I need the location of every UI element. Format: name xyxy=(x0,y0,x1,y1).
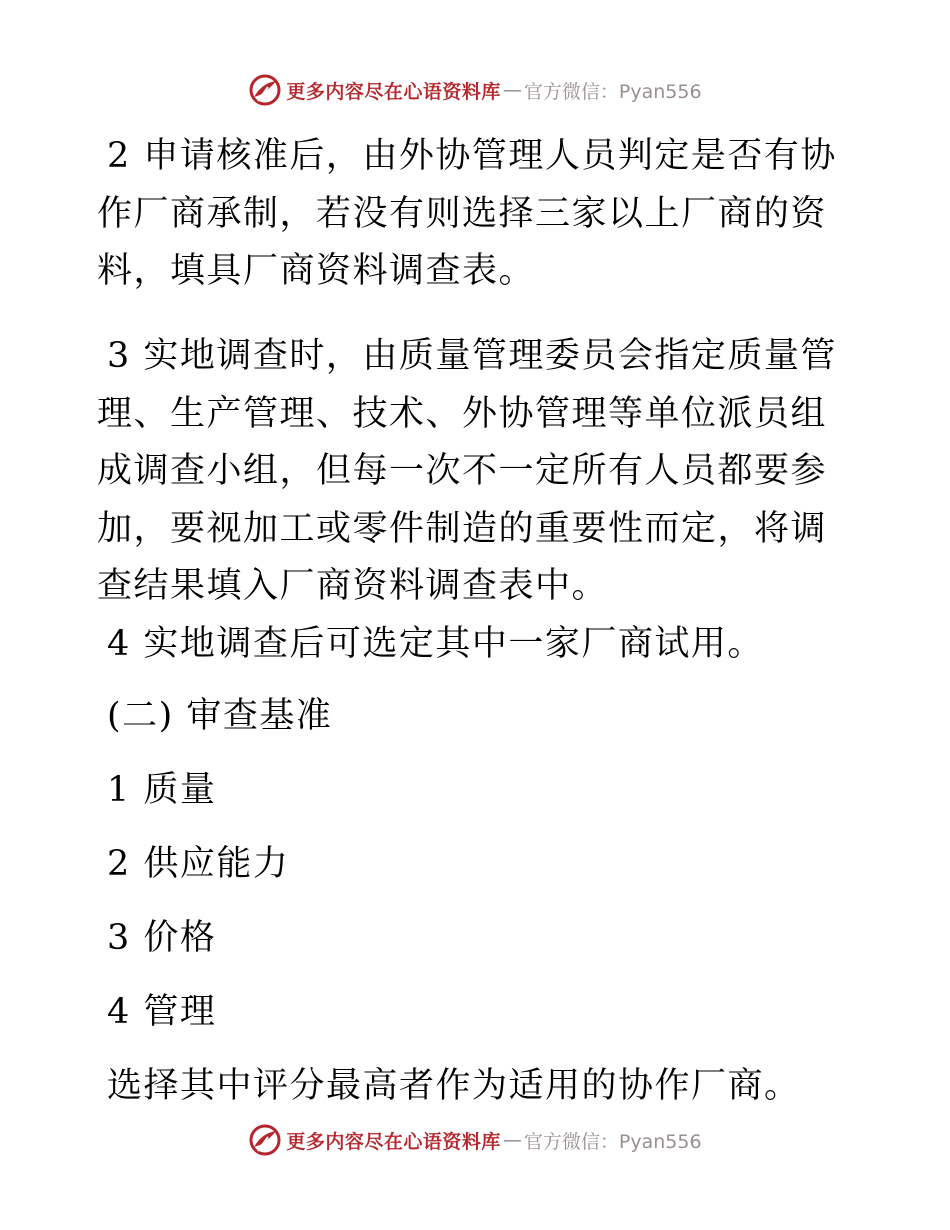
banner-title: 更多内容尽在心语资料库 xyxy=(286,1130,501,1153)
header-watermark-banner xyxy=(0,70,950,110)
banner-title: 更多内容尽在心语资料库 xyxy=(286,80,501,103)
paragraph: 选择其中评分最高者作为适用的协作厂商。 xyxy=(107,1066,801,1106)
footer-watermark-banner xyxy=(0,1120,950,1160)
banner-separator: — xyxy=(502,79,522,101)
list-item: 4 管理 xyxy=(107,992,217,1032)
banner-contact: 官方微信：Pyan556 xyxy=(523,1130,702,1153)
banner-separator: — xyxy=(502,1129,522,1151)
list-item: 3 价格 xyxy=(107,918,217,958)
pen-logo-icon xyxy=(248,1123,282,1157)
section-heading: (二) 审查基准 xyxy=(107,696,333,736)
list-item: 2 供应能力 xyxy=(107,844,290,884)
list-item: 1 质量 xyxy=(107,770,217,810)
paragraph: 4 实地调查后可选定其中一家厂商试用。 xyxy=(107,624,764,664)
banner-contact: 官方微信：Pyan556 xyxy=(523,80,702,103)
paragraph: 3 实地调查时，由质量管理委员会指定质量管理、生产管理、技术、外协管理等单位派员组成调查小组，但每一次不一定所有人员都要参加，要视加工或零件制造的重要性而定，将调查结果填入厂商资料调查表中。 xyxy=(97,336,837,606)
pen-logo-icon xyxy=(248,73,282,107)
paragraph: 2 申请核准后，由外协管理人员判定是否有协作厂商承制，若没有则选择三家以上厂商的资料，填具厂商资料调查表。 xyxy=(97,136,837,291)
